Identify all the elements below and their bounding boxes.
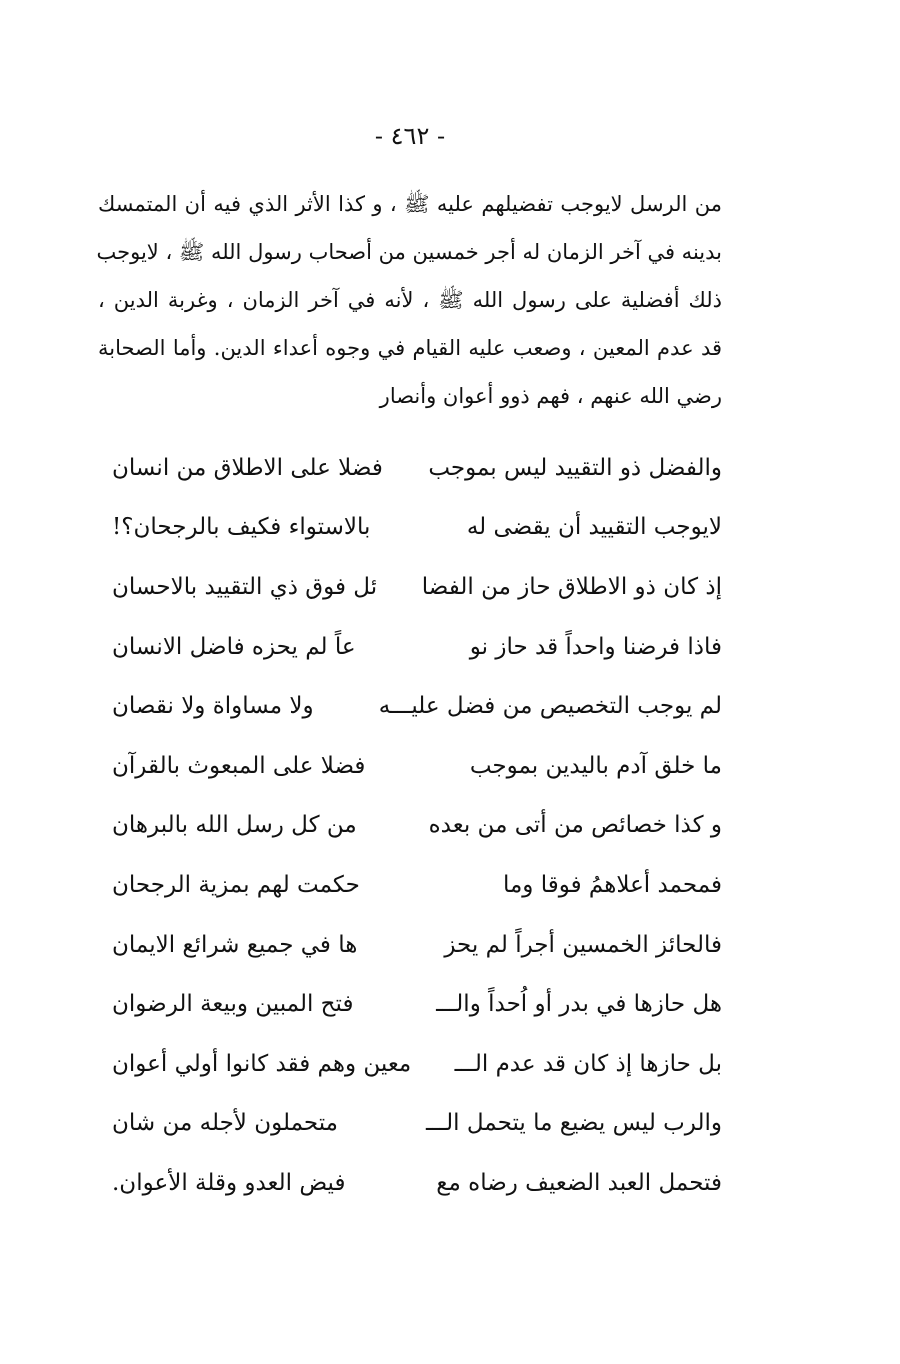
first-hemistich: فاذا فرضنا واحداً قد حاز نو <box>469 633 722 660</box>
verse <box>112 617 722 677</box>
second-hemistich: ها في جميع شرائع الايمان <box>112 931 358 958</box>
second-hemistich: فتح المبين وبيعة الرضوان <box>112 991 354 1018</box>
poem <box>112 438 722 1213</box>
prose-paragraph <box>98 180 722 420</box>
second-hemistich: ئل فوق ذي التقييد بالاحسان <box>112 573 378 600</box>
verse <box>112 498 722 558</box>
second-hemistich: حكمت لهم بمزية الرجحان <box>112 871 360 898</box>
second-hemistich: عاً لم يحزه فاضل الانسان <box>112 633 356 660</box>
prose-line: بدينه في آخر الزمان له أجر خمسين من أصحاب رسول الله ﷺ ، لايوجب <box>96 240 722 264</box>
first-hemistich: والفضل ذو التقييد ليس بموجب <box>428 454 722 481</box>
second-hemistich: بالاستواء فكيف بالرجحان؟! <box>112 514 371 541</box>
first-hemistich: فالحائز الخمسين أجراً لم يحز <box>444 931 722 958</box>
first-hemistich: هل حازها في بدر أو اُحداً والـــ <box>436 991 722 1018</box>
first-hemistich: لم يوجب التخصيص من فضل عليـــه <box>378 693 722 720</box>
prose-line: قد عدم المعين ، وصعب عليه القيام في وجوه أعداء الدين. وأما الصحابة <box>98 336 722 360</box>
second-hemistich: من كل رسل الله بالبرهان <box>112 812 357 839</box>
first-hemistich: بل حازها إذ كان قد عدم الـــ <box>454 1050 722 1077</box>
verse <box>112 676 722 736</box>
verse <box>112 1094 722 1154</box>
verse <box>112 855 722 915</box>
second-hemistich: ولا مساواة ولا نقصان <box>112 693 314 720</box>
second-hemistich: فيض العدو وقلة الأعوان. <box>112 1169 346 1196</box>
prose-line: من الرسل لايوجب تفضيلهم عليه ﷺ ، و كذا الأثر الذي فيه أن المتمسك <box>98 192 722 216</box>
first-hemistich: ما خلق آدم باليدين بموجب <box>469 752 722 779</box>
verse <box>112 736 722 796</box>
first-hemistich: فتحمل العبد الضعيف رضاه مع <box>436 1169 722 1196</box>
verse <box>112 796 722 856</box>
second-hemistich: معين وهم فقد كانوا أولي أعوان <box>112 1050 412 1077</box>
first-hemistich: لايوجب التقييد أن يقضى له <box>466 514 722 541</box>
first-hemistich: إذ كان ذو الاطلاق حاز من الفضا <box>421 573 722 600</box>
verse <box>112 915 722 975</box>
first-hemistich: و كذا خصائص من أتى من بعده <box>428 812 722 839</box>
second-hemistich: فضلا على الاطلاق من انسان <box>112 454 383 481</box>
verse <box>112 438 722 498</box>
verse <box>112 1153 722 1213</box>
second-hemistich: فضلا على المبعوث بالقرآن <box>112 752 366 779</box>
first-hemistich: فمحمد أعلاهمُ فوقا وما <box>502 871 722 898</box>
second-hemistich: متحملون لأجله من شان <box>112 1110 339 1137</box>
verse <box>112 557 722 617</box>
verse <box>112 974 722 1034</box>
prose-line: ذلك أفضلية على رسول الله ﷺ ، لأنه في آخر الزمان ، وغربة الدين ، <box>98 288 722 312</box>
page-number: - ٤٦٢ - <box>374 122 446 150</box>
verse <box>112 1034 722 1094</box>
prose-line: رضي الله عنهم ، فهم ذوو أعوان وأنصار <box>379 384 722 408</box>
first-hemistich: والرب ليس يضيع ما يتحمل الـــ <box>425 1110 722 1137</box>
